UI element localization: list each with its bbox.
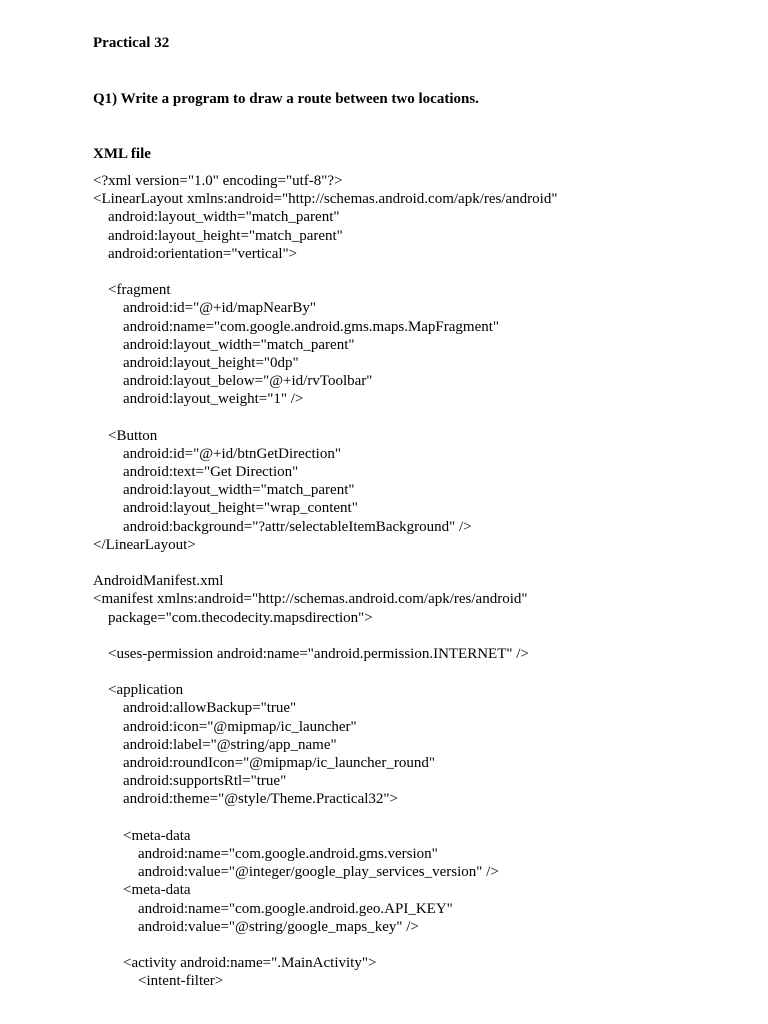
code-line: android:layout_width="match_parent": [93, 336, 355, 353]
code-line: package="com.thecodecity.mapsdirection">: [93, 609, 373, 626]
code-line: android:theme="@style/Theme.Practical32">: [93, 791, 398, 808]
xml-file-heading: XML file: [93, 146, 151, 162]
code-line: android:icon="@mipmap/ic_launcher": [93, 718, 357, 735]
code-line: android:roundIcon="@mipmap/ic_launcher_round": [93, 755, 435, 771]
code-line: android:text="Get Direction": [93, 464, 299, 480]
code-line: <application: [93, 682, 184, 699]
code-line: <Button: [93, 427, 158, 444]
code-line: <?xml version="1.0" encoding="utf-8"?>: [93, 173, 343, 189]
code-line: android:supportsRtl="true": [93, 773, 287, 790]
code-line: android:id="@+id/btnGetDirection": [93, 445, 341, 462]
code-line: [93, 627, 557, 645]
code-listing: [93, 172, 557, 990]
code-line: android:layout_height="0dp": [93, 354, 299, 371]
code-line: <LinearLayout xmlns:android="http://schemas.android.com/apk/res/android": [93, 191, 558, 208]
code-line: android:layout_width="match_parent": [93, 482, 355, 499]
code-line: android:allowBackup="true": [93, 700, 297, 717]
code-line: android:background="?attr/selectableItemBackground" />: [93, 518, 472, 535]
code-line: android:layout_width="match_parent": [93, 209, 340, 226]
code-line: android:layout_height="wrap_content": [93, 500, 358, 517]
code-line: android:name="com.google.android.gms.version": [93, 845, 438, 862]
code-line: [93, 809, 557, 827]
code-line: AndroidManifest.xml: [93, 573, 224, 590]
code-line: android:value="@string/google_maps_key" />: [93, 918, 419, 935]
code-line: [93, 263, 557, 281]
code-line: android:orientation="vertical">: [93, 245, 298, 262]
code-line: [93, 554, 557, 572]
code-line: <activity android:name=".MainActivity">: [93, 955, 377, 972]
code-line: android:id="@+id/mapNearBy": [93, 300, 316, 317]
code-line: android:label="@string/app_name": [93, 736, 337, 753]
code-line: <manifest xmlns:android="http://schemas.android.com/apk/res/android": [93, 591, 528, 608]
page-title: Practical 32: [93, 35, 170, 51]
code-line: android:name="com.google.android.gms.maps.MapFragment": [93, 318, 500, 335]
code-line: android:layout_height="match_parent": [93, 227, 343, 244]
code-line: <fragment: [93, 282, 171, 299]
code-line: android:layout_below="@+id/rvToolbar": [93, 373, 373, 390]
code-line: </LinearLayout>: [93, 536, 196, 553]
code-line: [93, 936, 557, 954]
code-line: android:name="com.google.android.geo.API_KEY": [93, 900, 453, 917]
code-line: <uses-permission android:name="android.permission.INTERNET" />: [93, 645, 529, 662]
code-line: <meta-data: [93, 882, 191, 899]
question-heading: Q1) Write a program to draw a route between two locations.: [93, 91, 479, 107]
code-line: android:layout_weight="1" />: [93, 391, 304, 408]
code-line: android:value="@integer/google_play_services_version" />: [93, 864, 499, 881]
code-line: [93, 408, 557, 426]
code-line: <meta-data: [93, 827, 191, 844]
code-line: <intent-filter>: [93, 973, 224, 990]
code-line: [93, 663, 557, 681]
